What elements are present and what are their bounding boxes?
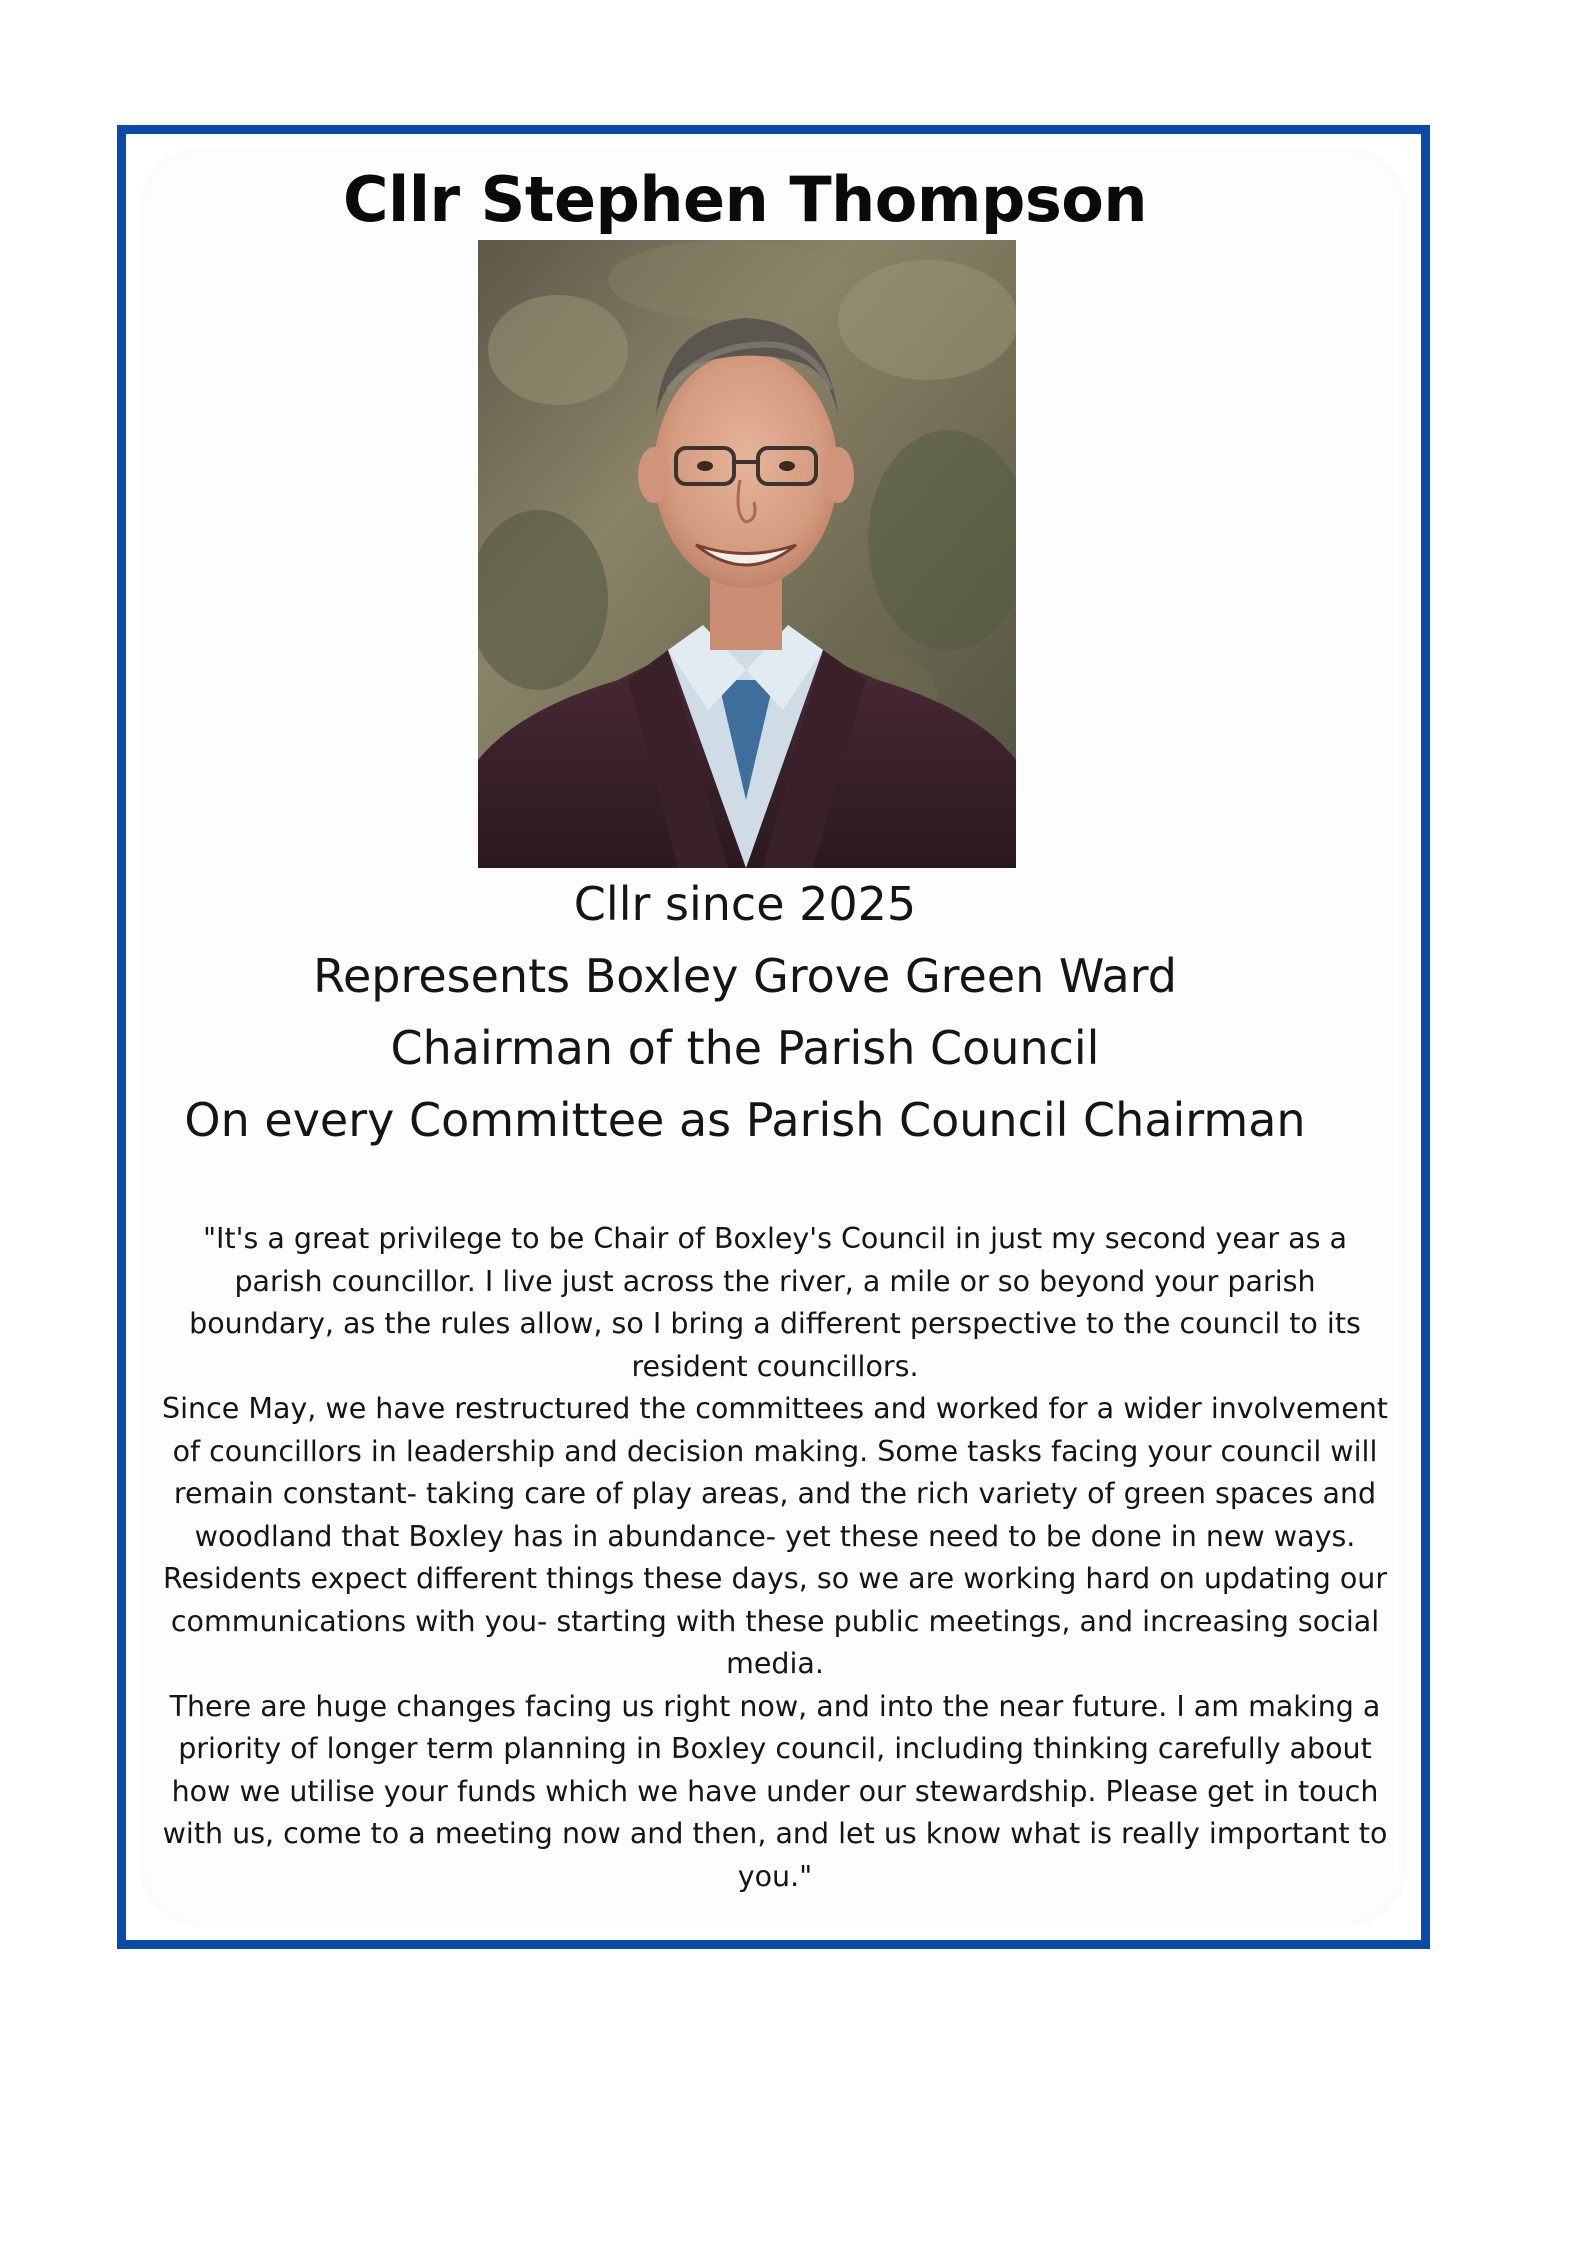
statement-paragraph: There are huge changes facing us right now, and into the near future. I am making a priority of longer term planning in Boxley council, including thinking carefully about how we utilise your funds which we have under our stewardship. Please get in touch with us, come to a meeting now and then, and let us know what is really important to you." [162,1689,1388,1893]
role-committees: On every Committee as Parish Council Chairman [184,1093,1306,1147]
role-ward: Represents Boxley Grove Green Ward [313,949,1177,1003]
statement-paragraph: "It's a great privilege to be Chair of Boxley's Council in just my second year as a parish councillor. I live just across the river, a mile or so beyond your parish boundary, as the rules allow, so I bring a different perspective to the council to its resident councillors. [189,1222,1361,1383]
roles-list [150,868,1340,1156]
councillor-name: Cllr Stephen Thompson [343,163,1147,236]
role-since: Cllr since 2025 [573,877,917,931]
councillor-statement [160,1218,1390,1898]
councillor-portrait-icon [478,240,1016,868]
statement-paragraph: Since May, we have restructured the committees and worked for a wider involvement of councillors in leadership and decision making. Some tasks facing your council will remain constant- taking care of play areas, and the rich variety of green spaces and woodland that Boxley has in abundance- yet these need to be done in new ways. Residents expect different things these days, so we are working hard on updating our communications with you- starting with these public meetings, and increasing social media. [162,1392,1388,1680]
role-chairman: Chairman of the Parish Council [390,1021,1100,1075]
